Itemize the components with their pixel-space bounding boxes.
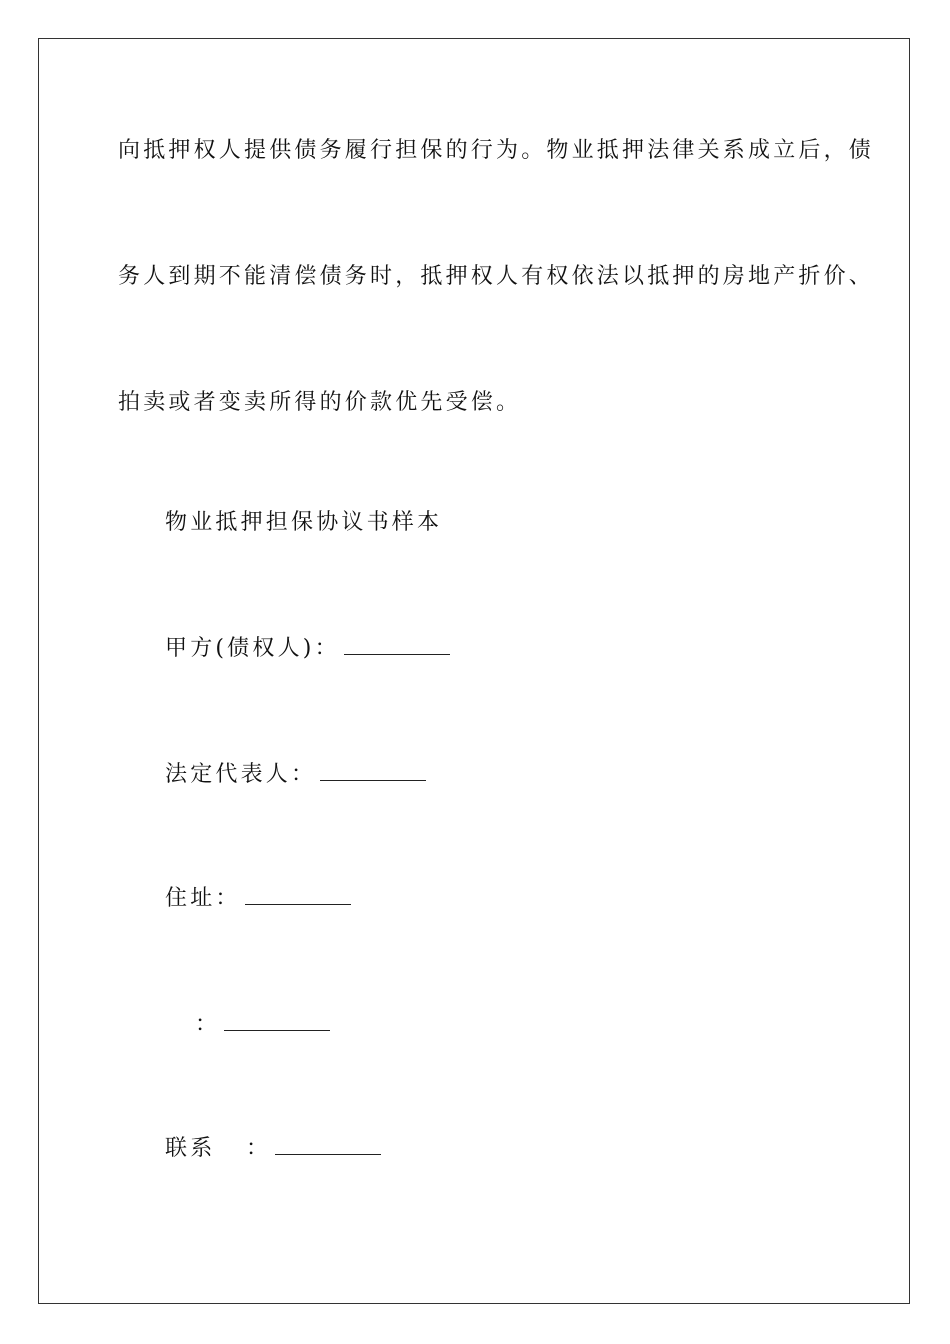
blank-line <box>320 760 426 781</box>
blank-line <box>275 1134 381 1155</box>
blank-line <box>245 884 351 905</box>
field-address <box>165 884 351 914</box>
field-label: 法定代表人： <box>165 762 317 787</box>
body-text-line-1: 向抵押权人提供债务履行担保的行为。物业抵押法律关系成立后，债 <box>118 138 875 163</box>
field-party-a <box>165 634 450 664</box>
field-label: 甲方(债权人)： <box>165 636 340 661</box>
blank-line <box>344 634 450 655</box>
field-legal-representative <box>165 760 426 790</box>
field-unlabeled <box>195 1010 330 1040</box>
field-label: ： <box>195 1012 221 1037</box>
field-label: 联系 ： <box>165 1136 272 1161</box>
body-text-line-3: 拍卖或者变卖所得的价款优先受偿。 <box>118 390 522 415</box>
agreement-title: 物业抵押担保协议书样本 <box>165 510 443 535</box>
field-contact <box>165 1134 381 1164</box>
body-text-line-2: 务人到期不能清偿债务时，抵押权人有权依法以抵押的房地产折价、 <box>118 264 875 289</box>
field-label: 住址： <box>165 886 241 911</box>
blank-line <box>224 1010 330 1031</box>
page-border <box>38 38 910 1304</box>
